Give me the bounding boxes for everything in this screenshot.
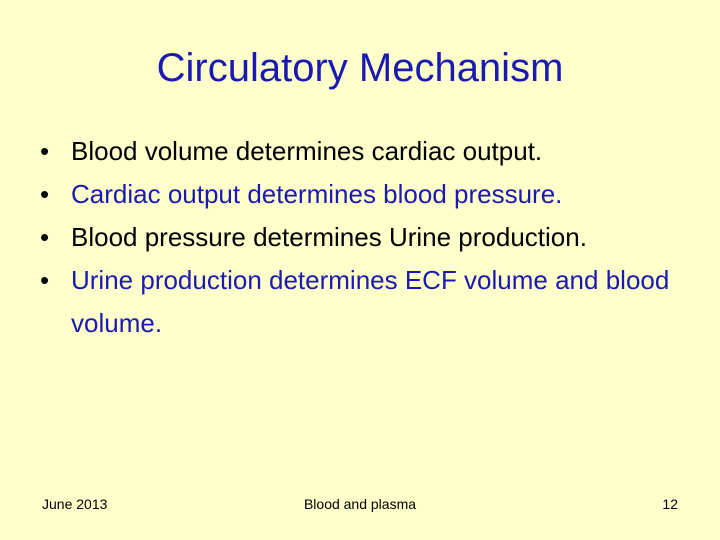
bullet-list: [40, 130, 700, 345]
bullet-icon: •: [40, 179, 50, 209]
page-number: 12: [662, 496, 678, 512]
bullet-icon: •: [40, 265, 50, 295]
bullet-text: Blood pressure determines Urine production.: [71, 222, 587, 252]
footer-title: Blood and plasma: [303, 496, 417, 512]
bullet-item: [40, 130, 700, 173]
slide-title: Circulatory Mechanism: [156, 46, 564, 90]
bullet-icon: •: [40, 136, 50, 166]
bullet-item: [40, 259, 700, 345]
bullet-text: Cardiac output determines blood pressure.: [71, 179, 563, 209]
bullet-text: Urine production determines ECF volume and blood volume.: [71, 265, 670, 338]
bullet-item: [40, 173, 700, 216]
bullet-item: [40, 216, 700, 259]
bullet-icon: •: [40, 222, 50, 252]
footer-date: June 2013: [42, 496, 108, 512]
bullet-text: Blood volume determines cardiac output.: [71, 136, 543, 166]
